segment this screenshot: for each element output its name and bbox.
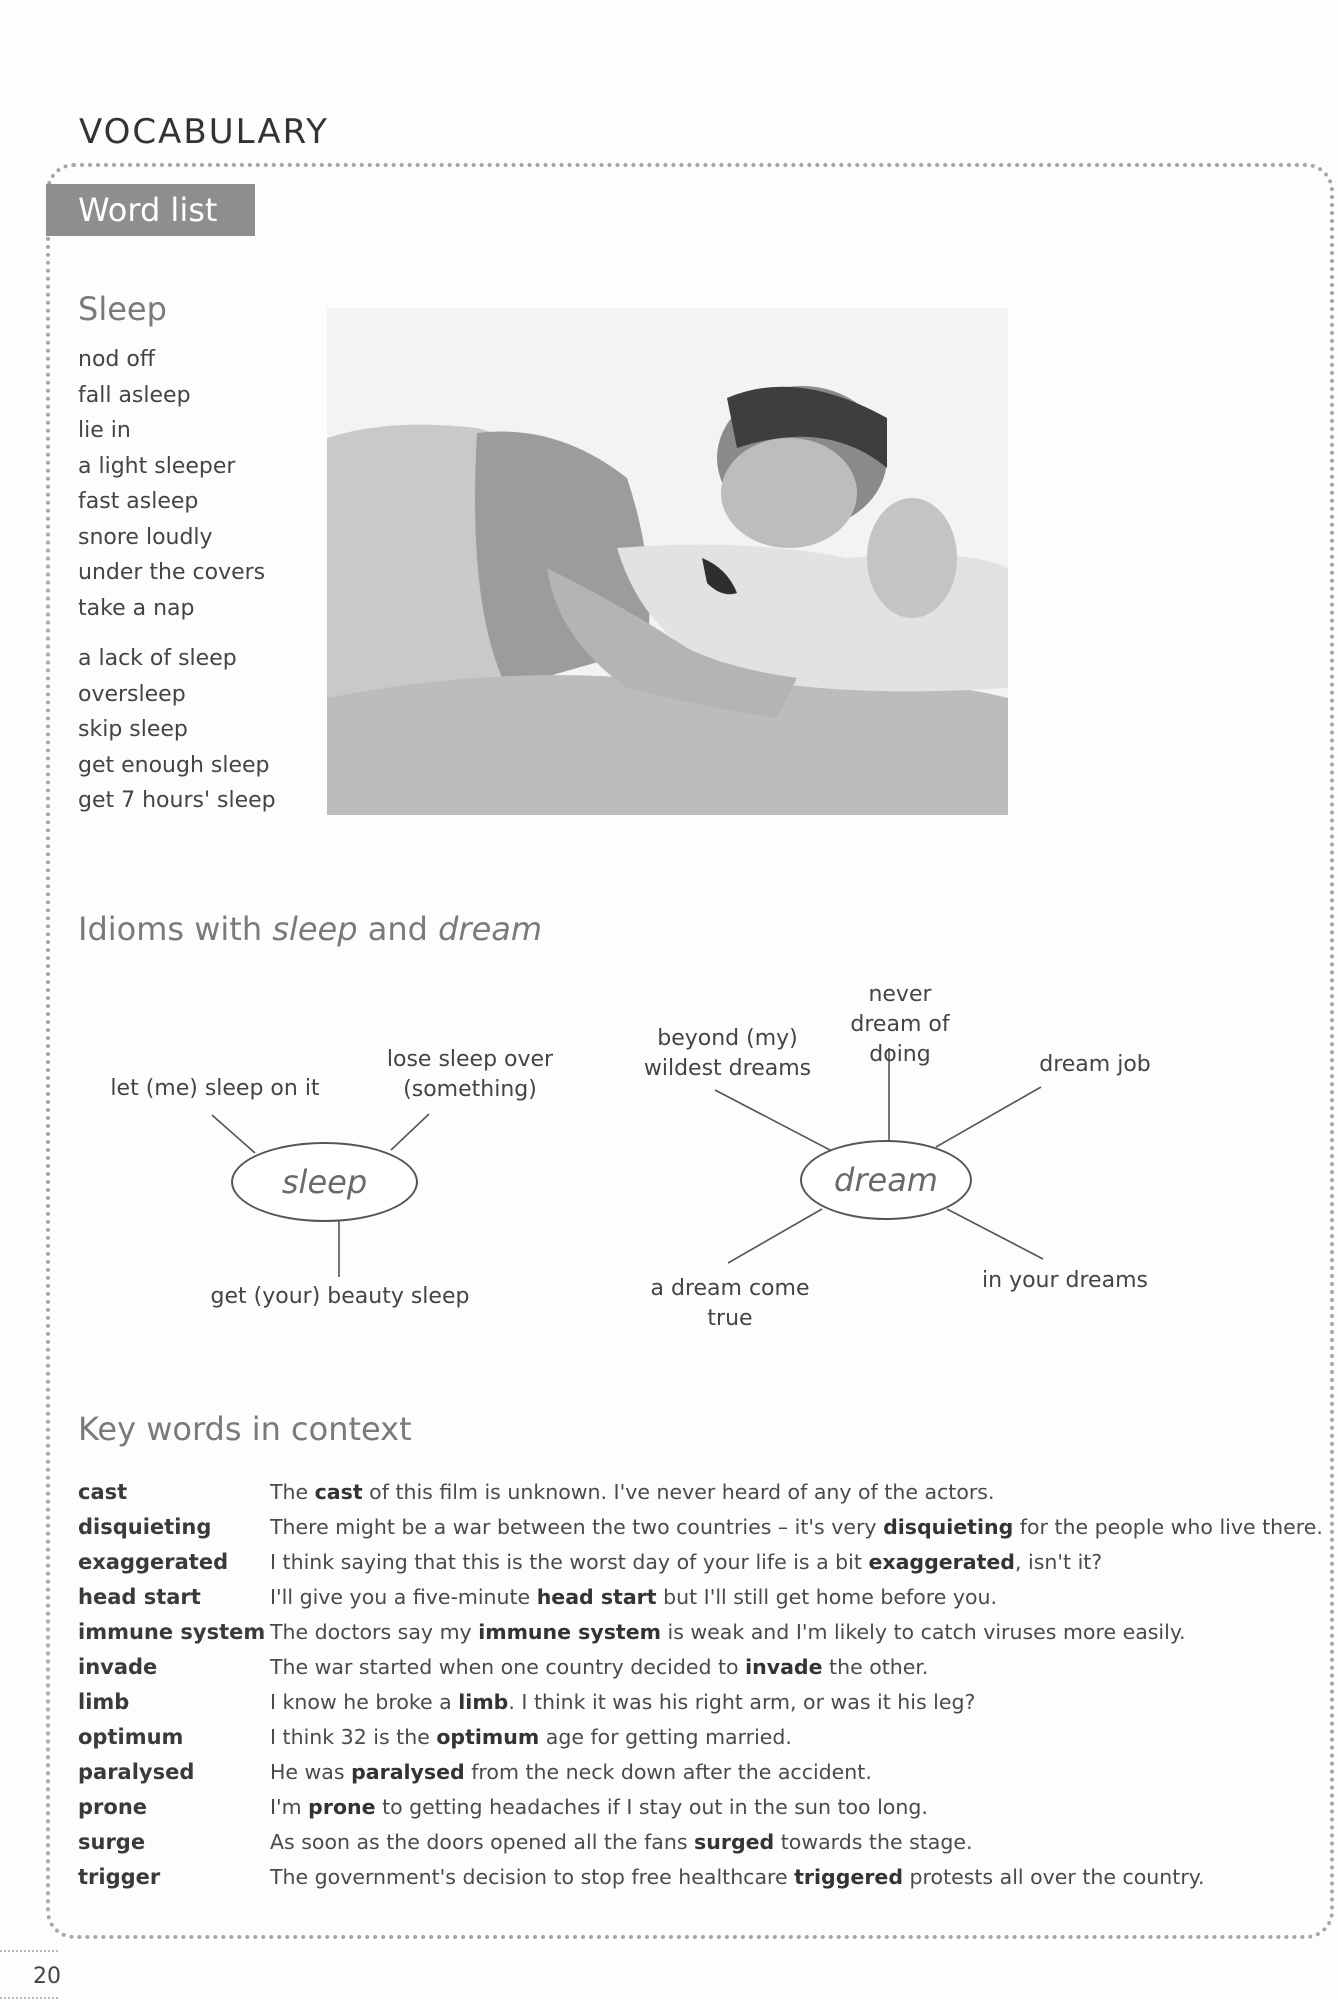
table-row <box>78 1860 1323 1895</box>
example-sentence: He was paralysed from the neck down after the accident. <box>270 1760 872 1784</box>
key-words-heading: Key words in context <box>78 1410 412 1448</box>
idiom-label: get (your) beauty sleep <box>210 1284 470 1309</box>
section-title: VOCABULARY <box>79 112 329 152</box>
key-term: disquieting <box>78 1515 212 1539</box>
page-rule <box>0 1950 58 1952</box>
table-row <box>78 1825 1323 1860</box>
word-item: fall asleep <box>78 382 191 408</box>
example-sentence: I think saying that this is the worst day of your life is a bit exaggerated, isn't it? <box>270 1550 1103 1574</box>
word-list-label: Word list <box>46 184 255 236</box>
key-term: optimum <box>78 1725 184 1749</box>
idiom-label: never dream of doing <box>850 982 950 1067</box>
word-item: skip sleep <box>78 717 188 742</box>
example-sentence: The government's decision to stop free healthcare triggered protests all over the country. <box>270 1865 1205 1889</box>
table-row <box>78 1615 1323 1650</box>
key-term: limb <box>78 1690 130 1714</box>
sleep-heading: Sleep <box>78 290 167 328</box>
dream-hub: dream <box>800 1140 972 1220</box>
key-term: paralysed <box>78 1760 195 1784</box>
key-term: surge <box>78 1830 146 1854</box>
example-sentence: The cast of this film is unknown. I've never heard of any of the actors. <box>270 1480 995 1504</box>
idiom-label: in your dreams <box>982 1268 1148 1293</box>
page-rule <box>0 1997 58 1999</box>
key-term: immune system <box>78 1620 266 1644</box>
example-sentence: The doctors say my immune system is weak and I'm likely to catch viruses more easily. <box>270 1620 1186 1644</box>
word-item: get enough sleep <box>78 752 270 778</box>
table-row <box>78 1580 1323 1615</box>
sleep-hub: sleep <box>231 1142 418 1222</box>
page-number: 20 <box>33 1964 61 1989</box>
table-row <box>78 1685 1323 1720</box>
table-row <box>78 1755 1323 1790</box>
example-sentence: There might be a war between the two countries – it's very disquieting for the people who live there. <box>270 1515 1323 1539</box>
word-item: snore loudly <box>78 524 213 550</box>
word-item: fast asleep <box>78 489 199 514</box>
idiom-label: beyond (my) wildest dreams <box>643 1026 812 1081</box>
key-words-table <box>78 1475 1323 1895</box>
example-sentence: I'll give you a five-minute head start but I'll still get home before you. <box>270 1585 998 1609</box>
word-item: get 7 hours' sleep <box>78 788 276 813</box>
idioms-heading: Idioms with sleep and dream <box>78 910 543 948</box>
key-term: cast <box>78 1480 128 1504</box>
word-item: nod off <box>78 347 155 372</box>
word-item: under the covers <box>78 560 266 585</box>
word-item: oversleep <box>78 681 186 707</box>
idiom-label: let (me) sleep on it <box>110 1076 320 1101</box>
table-row <box>78 1790 1323 1825</box>
word-item: a light sleeper <box>78 453 236 479</box>
word-item: a lack of sleep <box>78 646 237 671</box>
example-sentence: I'm prone to getting headaches if I stay out in the sun too long. <box>270 1795 928 1819</box>
key-term: prone <box>78 1795 148 1819</box>
word-item: take a nap <box>78 595 195 621</box>
example-sentence: I think 32 is the optimum age for getting married. <box>270 1725 792 1749</box>
idiom-label: dream job <box>1039 1052 1151 1077</box>
table-row <box>78 1545 1323 1580</box>
word-item: lie in <box>78 418 131 443</box>
idiom-label: lose sleep over (something) <box>386 1047 554 1102</box>
key-term: head start <box>78 1585 201 1609</box>
table-row <box>78 1720 1323 1755</box>
idiom-label: a dream come true <box>650 1276 810 1331</box>
example-sentence: As soon as the doors opened all the fans surged towards the stage. <box>270 1830 973 1854</box>
table-row <box>78 1650 1323 1685</box>
table-row <box>78 1510 1323 1545</box>
key-term: invade <box>78 1655 158 1679</box>
key-term: exaggerated <box>78 1550 229 1574</box>
table-row <box>78 1475 1323 1510</box>
example-sentence: I know he broke a limb. I think it was his right arm, or was it his leg? <box>270 1690 976 1714</box>
example-sentence: The war started when one country decided to invade the other. <box>270 1655 929 1679</box>
key-term: trigger <box>78 1865 161 1889</box>
